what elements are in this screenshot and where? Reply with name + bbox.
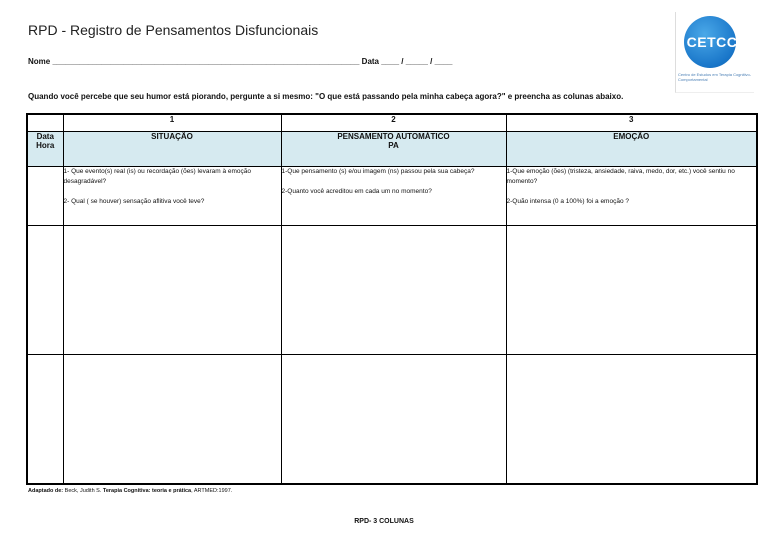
header-automatic-thought bbox=[281, 132, 506, 167]
entry-thought-cell[interactable] bbox=[281, 226, 506, 355]
entry-situation-cell[interactable] bbox=[63, 355, 281, 485]
emotion-question-1: 1-Que emoção (ões) (tristeza, ansiedade, raiva, medo, dor, etc.) você sentiu no momento? bbox=[506, 168, 735, 185]
page-title: RPD - Registro de Pensamentos Disfuncionais bbox=[28, 22, 319, 38]
date-time-cell[interactable] bbox=[27, 167, 63, 226]
thought-question-1: 1-Que pensamento (s) e/ou imagem (ns) passou pela sua cabeça? bbox=[281, 168, 475, 175]
entry-emotion-cell[interactable] bbox=[506, 355, 757, 485]
header-date-label: Data bbox=[36, 132, 54, 141]
cetcc-logo bbox=[675, 12, 754, 93]
questions-row bbox=[27, 167, 757, 226]
thought-question-2: 2-Quanto você acreditou em cada um no momento? bbox=[281, 188, 432, 195]
header-emotion: EMOÇÃO bbox=[506, 132, 757, 167]
entry-row bbox=[27, 226, 757, 355]
name-date-line: Nome _____________________________________________________________________ Data ____ / _____ / ____ bbox=[28, 57, 453, 66]
column-number-2: 2 bbox=[281, 114, 506, 132]
thought-questions bbox=[281, 167, 506, 226]
header-date-time bbox=[27, 132, 63, 167]
header-situation: SITUAÇÃO bbox=[63, 132, 281, 167]
logo-subtitle: Centro de Estudos em Terapia Cognitivo-Comportamental bbox=[678, 72, 752, 82]
entry-date-time-cell[interactable] bbox=[27, 355, 63, 485]
form-label: RPD- 3 COLUNAS bbox=[354, 518, 414, 525]
logo-text: CETCC bbox=[686, 34, 738, 50]
entry-row bbox=[27, 355, 757, 485]
entry-date-time-cell[interactable] bbox=[27, 226, 63, 355]
column-number-row bbox=[27, 114, 757, 132]
entry-emotion-cell[interactable] bbox=[506, 226, 757, 355]
instruction-text: Quando você percebe que seu humor está piorando, pergunte a si mesmo: "O que está passando pela minha cabeça agora?" e preencha as colunas abaixo. bbox=[28, 92, 624, 101]
emotion-question-2: 2-Quão intensa (0 a 100%) foi a emoção ? bbox=[506, 198, 629, 205]
source-title: Terapia Cognitiva: teoria e prática bbox=[102, 488, 192, 494]
header-time-label: Hora bbox=[36, 141, 55, 150]
entry-situation-cell[interactable] bbox=[63, 226, 281, 355]
situation-questions bbox=[63, 167, 281, 226]
source-citation bbox=[28, 488, 232, 494]
rpd-table bbox=[26, 113, 758, 485]
source-author: Beck, Judith S. bbox=[63, 488, 103, 494]
header-row bbox=[27, 132, 757, 167]
situation-question-2: 2- Qual ( se houver) sensação aflitiva você teve? bbox=[63, 198, 205, 205]
source-publisher: , ARTMED:1997. bbox=[191, 488, 233, 494]
column-number-0 bbox=[27, 114, 63, 132]
emotion-questions bbox=[506, 167, 757, 226]
header-automatic-thought-abbr: PA bbox=[388, 141, 399, 150]
column-number-3: 3 bbox=[506, 114, 757, 132]
situation-question-1: 1- Que evento(s) real (is) ou recordação (ões) levaram à emoção desagradável? bbox=[63, 168, 251, 185]
entry-thought-cell[interactable] bbox=[281, 355, 506, 485]
header-automatic-thought-title: PENSAMENTO AUTOMÁTICO bbox=[337, 132, 450, 141]
source-label: Adaptado de: bbox=[28, 488, 64, 494]
column-number-1: 1 bbox=[63, 114, 281, 132]
